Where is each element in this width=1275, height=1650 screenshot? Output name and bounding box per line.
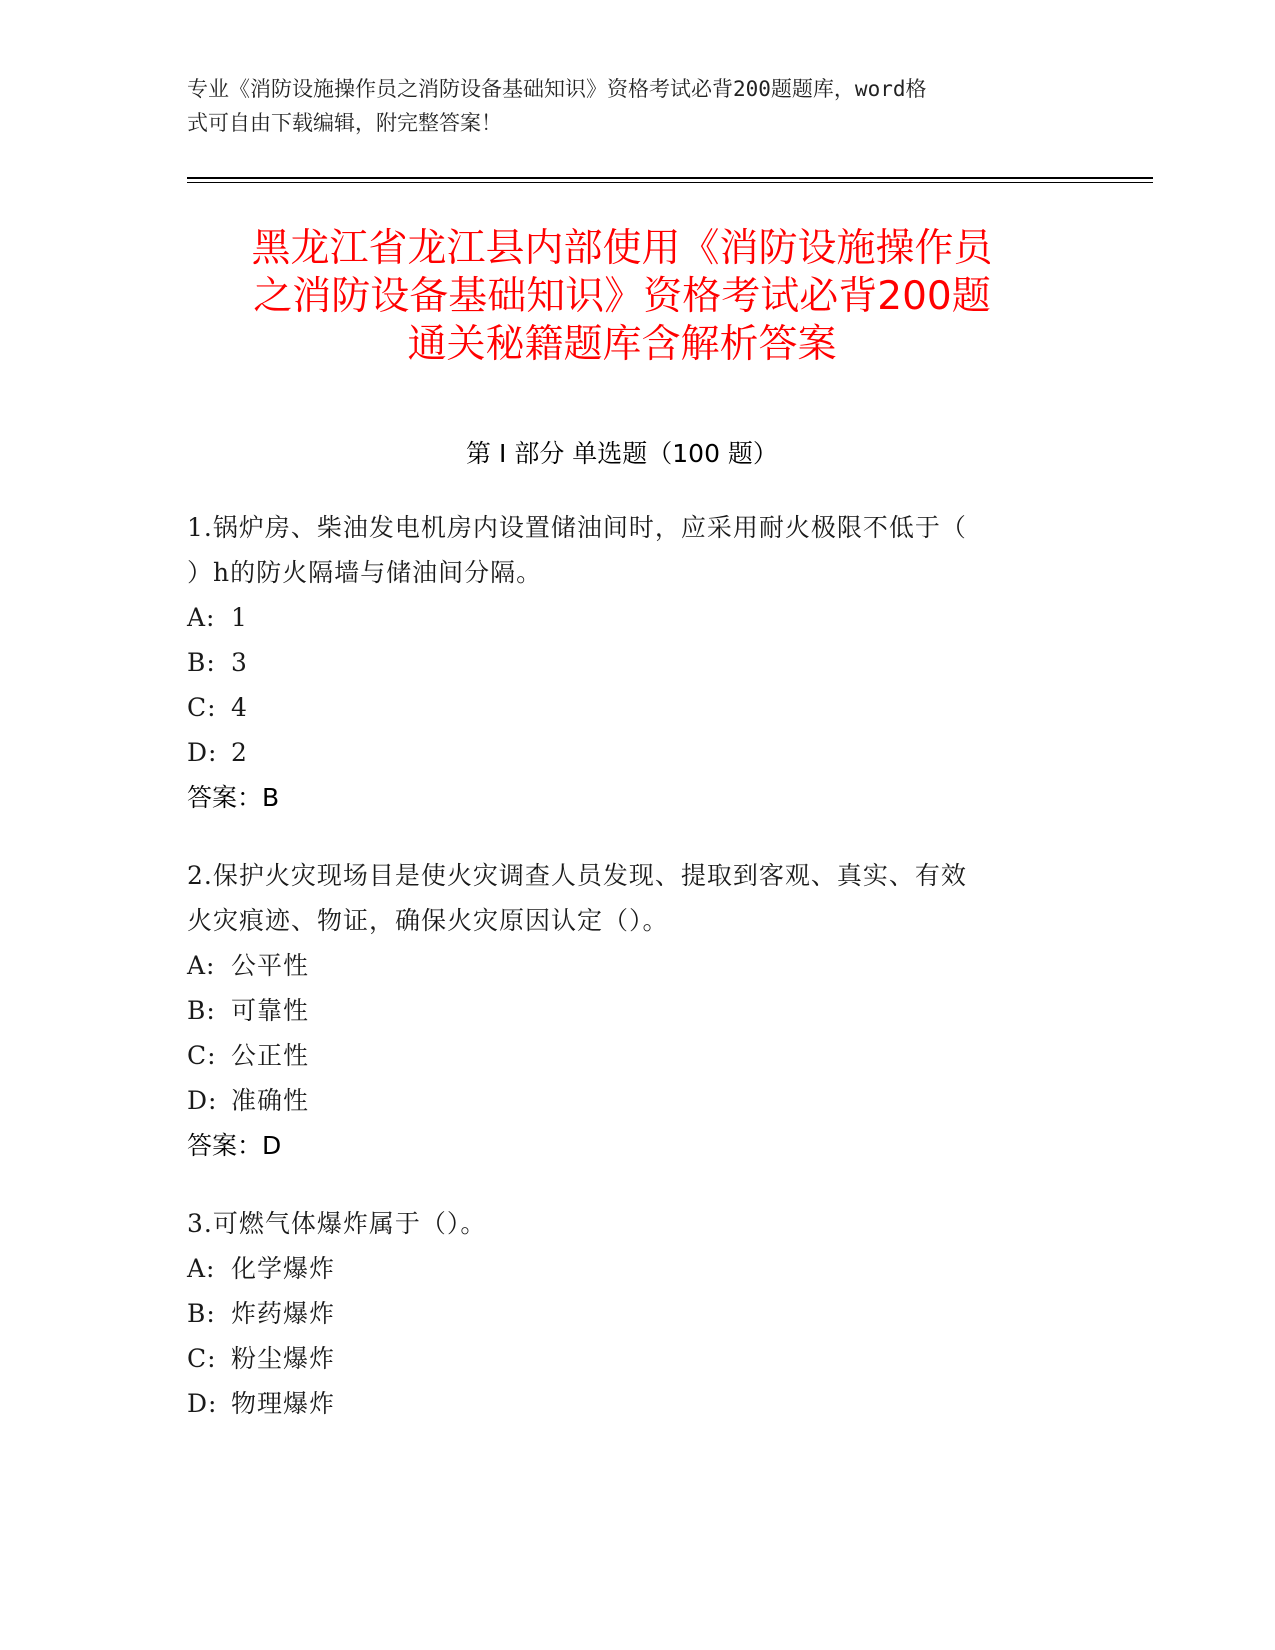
- header-divider: [187, 182, 1153, 183]
- option-text: 公平性: [231, 951, 310, 980]
- option-b: [187, 988, 1067, 1033]
- document-title: [187, 225, 1057, 369]
- option-c: [187, 685, 1067, 730]
- option-key: C:: [187, 1041, 217, 1070]
- option-d: [187, 1381, 1067, 1426]
- question-2: [187, 853, 1067, 1168]
- header-note-line: 式可自由下载编辑，附完整答案！: [187, 111, 502, 135]
- header-divider: [187, 177, 1153, 179]
- answer-line: 答案：D: [187, 1131, 282, 1160]
- option-text: 2: [231, 738, 248, 767]
- option-key: B:: [187, 648, 216, 677]
- option-b: [187, 640, 1067, 685]
- option-d: [187, 1078, 1067, 1123]
- title-line: 通关秘籍题库含解析答案: [407, 322, 837, 367]
- option-text: 物理爆炸: [231, 1389, 336, 1418]
- section-heading: 第 I 部分 单选题（100 题）: [466, 439, 778, 468]
- option-text: 粉尘爆炸: [231, 1344, 336, 1373]
- option-key: C:: [187, 1344, 217, 1373]
- option-key: B:: [187, 1299, 216, 1328]
- title-line: 黑龙江省龙江县内部使用《消防设施操作员: [251, 226, 993, 271]
- option-key: D:: [187, 1389, 218, 1418]
- option-text: 1: [231, 603, 248, 632]
- answer-line: 答案：B: [187, 783, 280, 812]
- option-c: [187, 1336, 1067, 1381]
- option-text: 3: [231, 648, 248, 677]
- option-text: 公正性: [231, 1041, 310, 1070]
- option-text: 可靠性: [231, 996, 310, 1025]
- question-1: [187, 505, 1067, 820]
- option-key: D:: [187, 738, 218, 767]
- option-d: [187, 730, 1067, 775]
- option-c: [187, 1033, 1067, 1078]
- header-note: [187, 72, 1067, 140]
- question-stem: 1.锅炉房、柴油发电机房内设置储油间时，应采用耐火极限不低于（: [187, 513, 967, 542]
- option-text: 炸药爆炸: [231, 1299, 336, 1328]
- question-stem: 2.保护火灾现场目是使火灾调查人员发现、提取到客观、真实、有效: [187, 861, 967, 890]
- option-text: 化学爆炸: [231, 1254, 336, 1283]
- option-key: A:: [187, 1254, 216, 1283]
- option-key: B:: [187, 996, 216, 1025]
- option-a: [187, 1246, 1067, 1291]
- option-b: [187, 1291, 1067, 1336]
- question-3: [187, 1201, 1067, 1426]
- question-stem: 火灾痕迹、物证，确保火灾原因认定（）。: [187, 906, 669, 935]
- option-key: D:: [187, 1086, 218, 1115]
- option-key: C:: [187, 693, 217, 722]
- option-key: A:: [187, 603, 216, 632]
- option-key: A:: [187, 951, 216, 980]
- question-stem: 3.可燃气体爆炸属于（）。: [187, 1209, 487, 1238]
- option-a: [187, 595, 1067, 640]
- question-stem: ）h的防火隔墙与储油间分隔。: [187, 558, 543, 587]
- title-line: 之消防设备基础知识》资格考试必背200题: [253, 274, 991, 319]
- option-text: 4: [231, 693, 248, 722]
- option-text: 准确性: [231, 1086, 310, 1115]
- header-note-line: 专业《消防设施操作员之消防设备基础知识》资格考试必背200题题库，word格: [187, 77, 927, 101]
- option-a: [187, 943, 1067, 988]
